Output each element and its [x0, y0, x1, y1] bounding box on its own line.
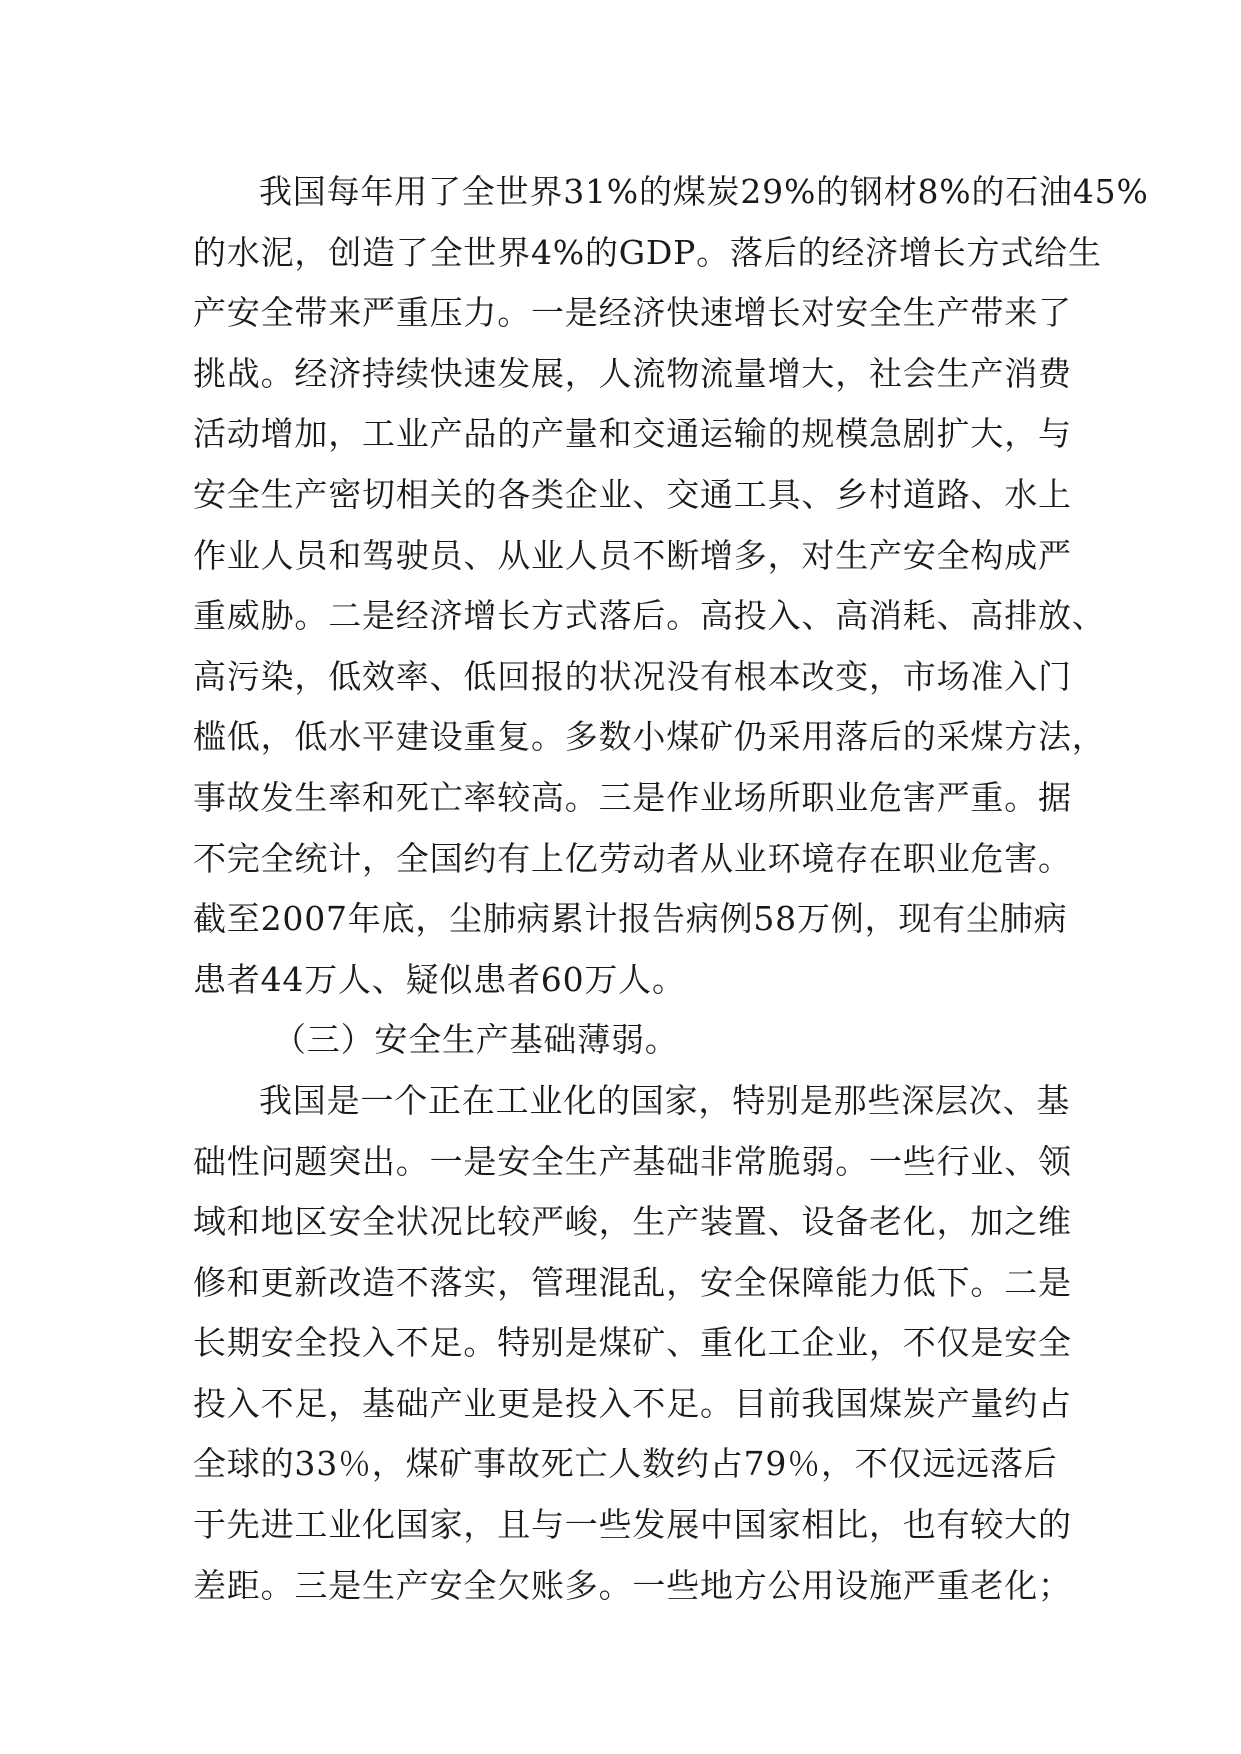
- section-heading-text: （三）安全生产基础薄弱。: [273, 1020, 679, 1060]
- text-line: 槛低，低水平建设重复。多数小煤矿仍采用落后的采煤方法，: [193, 717, 1106, 757]
- text-line: 产安全带来严重压力。一是经济快速增长对安全生产带来了: [193, 293, 1072, 333]
- text-line: 长期安全投入不足。特别是煤矿、重化工企业，不仅是安全: [193, 1323, 1072, 1363]
- text-line: 我国每年用了全世界31%的煤炭29%的钢材8%的石油45%: [259, 172, 1149, 211]
- text-line: 安全生产密切相关的各类企业、交通工具、乡村道路、水上: [193, 474, 1072, 514]
- text-line: 差距。三是生产安全欠账多。一些地方公用设施严重老化；: [193, 1565, 1072, 1605]
- text-line: 域和地区安全状况比较严峻，生产装置、设备老化，加之维: [193, 1202, 1072, 1242]
- text-line: 的水泥，创造了全世界4%的GDP。落后的经济增长方式给生: [193, 232, 1102, 272]
- text-line: 不完全统计，全国约有上亿劳动者从业环境存在职业危害。: [193, 838, 1072, 878]
- text-line: 投入不足，基础产业更是投入不足。目前我国煤炭产量约占: [193, 1383, 1072, 1423]
- text-line: 挑战。经济持续快速发展，人流物流量增大，社会生产消费: [193, 353, 1072, 393]
- text-line: 础性问题突出。一是安全生产基础非常脆弱。一些行业、领: [193, 1141, 1072, 1181]
- section-heading: [193, 1010, 1053, 1071]
- paragraph-1: [193, 162, 1149, 1010]
- text-line: 活动增加，工业产品的产量和交通运输的规模急剧扩大，与: [193, 414, 1072, 454]
- paragraph-2: [193, 1071, 1072, 1616]
- text-line: 于先进工业化国家，且与一些发展中国家相比，也有较大的: [193, 1505, 1072, 1545]
- text-line: 事故发生率和死亡率较高。三是作业场所职业危害严重。据: [193, 777, 1072, 817]
- text-line: 高污染，低效率、低回报的状况没有根本改变，市场准入门: [193, 656, 1072, 696]
- text-line: 患者44万人、疑似患者60万人。: [193, 959, 686, 999]
- document-body: [193, 162, 1149, 1616]
- text-line: 重威胁。二是经济增长方式落后。高投入、高消耗、高排放、: [193, 596, 1106, 636]
- text-line: 我国是一个正在工业化的国家，特别是那些深层次、基: [259, 1080, 1071, 1120]
- text-line: 作业人员和驾驶员、从业人员不断增多，对生产安全构成严: [193, 535, 1072, 575]
- text-line: 全球的33％，煤矿事故死亡人数约占79％，不仅远远落后: [193, 1444, 1058, 1484]
- text-line: 截至2007年底，尘肺病累计报告病例58万例，现有尘肺病: [193, 899, 1068, 939]
- text-line: 修和更新改造不落实，管理混乱，安全保障能力低下。二是: [193, 1262, 1072, 1302]
